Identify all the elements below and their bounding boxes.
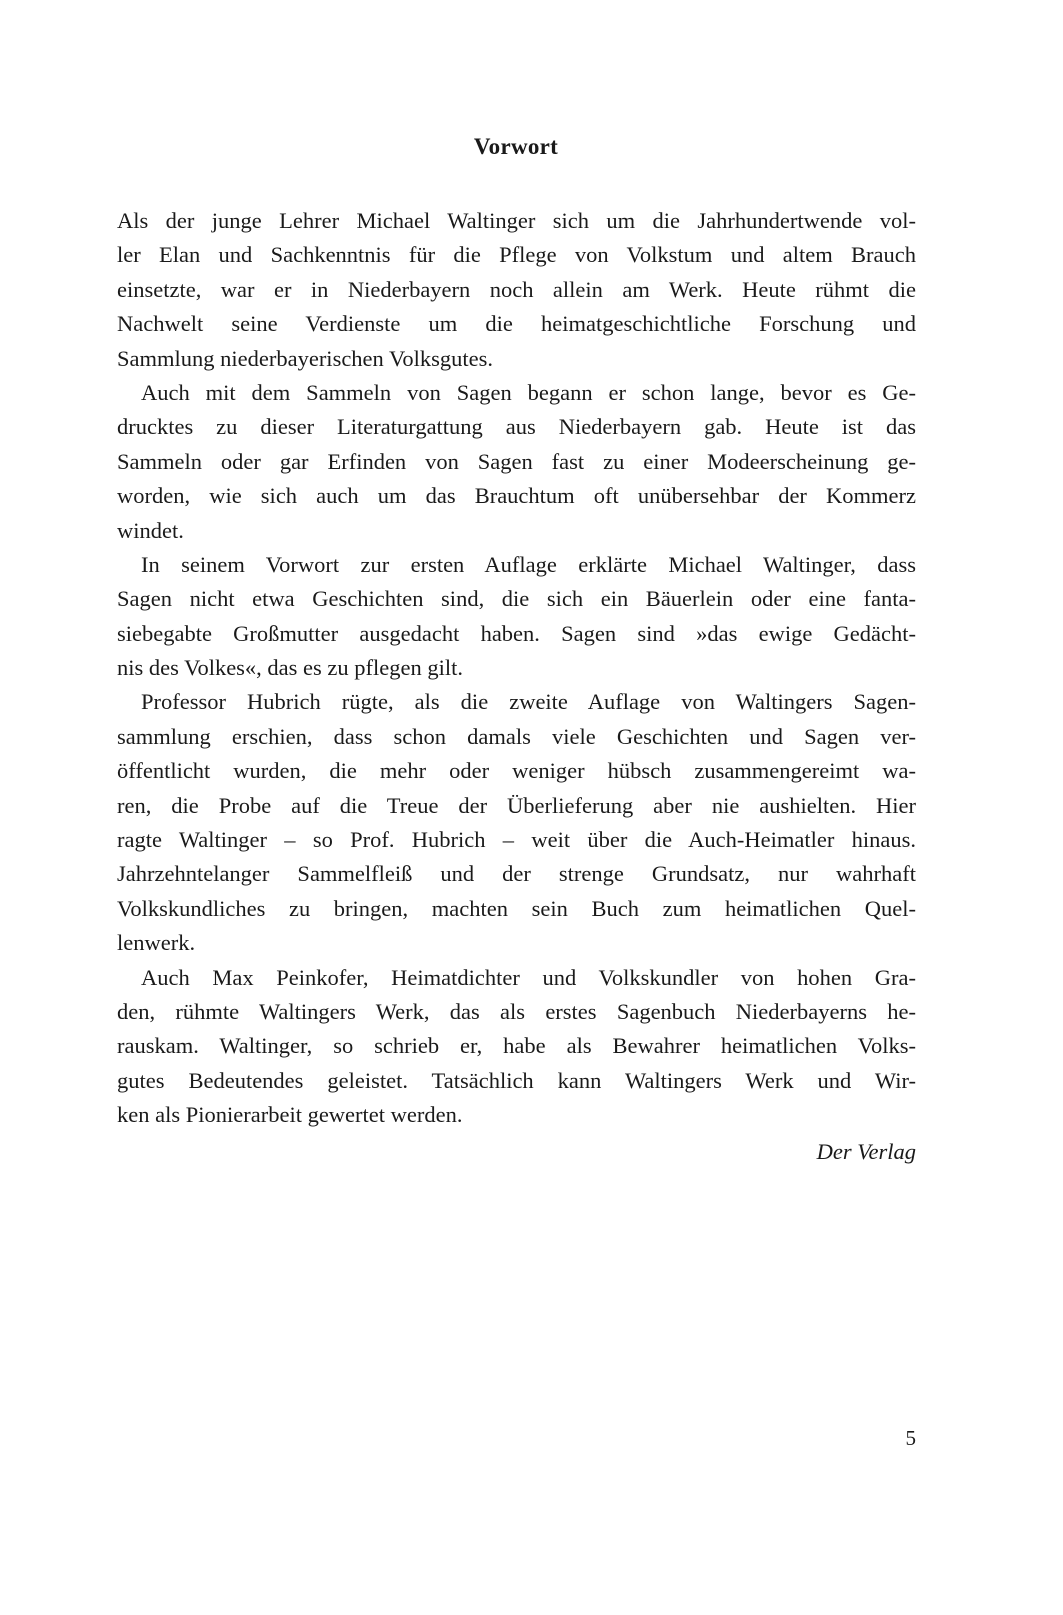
text-line: Auch Max Peinkofer, Heimatdichter und Volkskundler von hohen Gra-	[141, 964, 916, 990]
signature: Der Verlag	[816, 1138, 916, 1164]
text-line: rauskam. Waltinger, so schrieb er, habe als Bewahrer heimatlichen Volks-	[117, 1033, 916, 1059]
text-line: Sagen nicht etwa Geschichten sind, die sich ein Bäuerlein oder eine fanta-	[117, 586, 916, 612]
paragraph	[117, 376, 916, 548]
text-line: gutes Bedeutendes geleistet. Tatsächlich kann Waltingers Werk und Wir-	[117, 1067, 916, 1093]
paragraph	[117, 961, 916, 1133]
text-line: Jahrzehntelanger Sammelfleiß und der strenge Grundsatz, nur wahrhaft	[117, 861, 916, 887]
text-line: öffentlicht wurden, die mehr oder weniger hübsch zusammengereimt wa-	[117, 758, 916, 784]
text-line: ler Elan und Sachkenntnis für die Pflege von Volkstum und altem Brauch	[117, 242, 916, 268]
text-line: ragte Waltinger – so Prof. Hubrich – weit über die Auch-Heimatler hinaus.	[117, 827, 916, 853]
text-line: windet.	[117, 517, 184, 543]
paragraph	[117, 685, 916, 960]
text-line: Auch mit dem Sammeln von Sagen begann er schon lange, bevor es Ge-	[141, 379, 916, 405]
text-line: ken als Pionierarbeit gewertet werden.	[117, 1102, 463, 1128]
text-line: Nachwelt seine Verdienste um die heimatgeschichtliche Forschung und	[117, 311, 916, 337]
text-line: sammlung erschien, dass schon damals viele Geschichten und Sagen ver-	[117, 723, 916, 749]
text-line: den, rühmte Waltingers Werk, das als erstes Sagenbuch Niederbayerns he-	[117, 998, 916, 1024]
text-line: nis des Volkes«, das es zu pflegen gilt.	[117, 655, 464, 681]
page-number: 5	[905, 1426, 916, 1450]
body-text	[117, 204, 916, 1169]
paragraph	[117, 548, 916, 686]
page-title: Vorwort	[473, 134, 559, 159]
text-line: siebegabte Großmutter ausgedacht haben. Sagen sind »das ewige Gedächt-	[117, 620, 916, 646]
text-line: Sammlung niederbayerischen Volksgutes.	[117, 345, 493, 371]
paragraph	[117, 204, 916, 376]
text-line: ren, die Probe auf die Treue der Überlieferung aber nie aushielten. Hier	[117, 792, 916, 818]
text-line: Sammeln oder gar Erfinden von Sagen fast zu einer Modeerscheinung ge-	[117, 448, 916, 474]
text-line: Als der junge Lehrer Michael Waltinger sich um die Jahrhundertwende vol-	[117, 208, 916, 233]
text-line: Volkskundliches zu bringen, machten sein Buch zum heimatlichen Quel-	[117, 895, 916, 921]
text-line: Professor Hubrich rügte, als die zweite Auflage von Waltingers Sagen-	[141, 689, 916, 715]
text-line: worden, wie sich auch um das Brauchtum oft unübersehbar der Kommerz	[117, 483, 916, 509]
text-line: lenwerk.	[117, 930, 196, 956]
text-line: In seinem Vorwort zur ersten Auflage erklärte Michael Waltinger, dass	[141, 551, 916, 577]
text-line: einsetzte, war er in Niederbayern noch allein am Werk. Heute rühmt die	[117, 276, 916, 302]
text-line: drucktes zu dieser Literaturgattung aus Niederbayern gab. Heute ist das	[117, 414, 916, 440]
